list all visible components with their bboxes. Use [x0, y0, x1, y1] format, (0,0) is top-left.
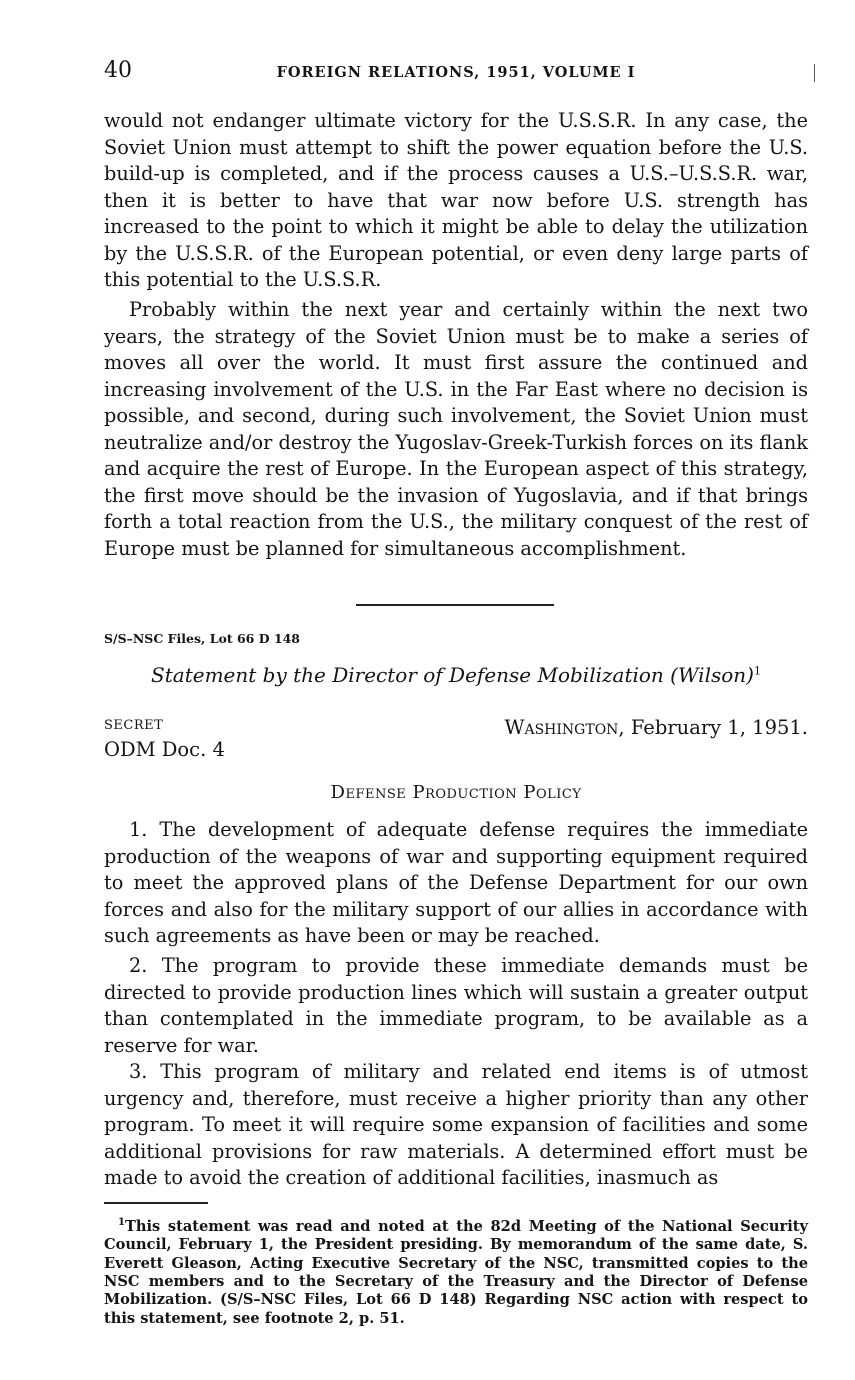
source-citation: S/S–NSC Files, Lot 66 D 148: [104, 631, 300, 646]
section-divider: [356, 604, 554, 606]
dateline: [504, 716, 808, 739]
footnote-marker: 1: [118, 1217, 125, 1228]
document-title: [104, 663, 808, 687]
footnote-rule: [104, 1202, 208, 1204]
page-header: [104, 58, 808, 88]
classification-label: SECRET: [104, 718, 164, 733]
policy-paragraph-1: 1. The development of adequate defense requires the immediate production of the weapons of war and supporting equipment required to meet the approved plans of the Defense Department for our own forces and also for the military support of our allies in accordance with such agreements as have been or may be reached.: [104, 818, 808, 947]
section-title: Defense Production Policy: [330, 782, 582, 803]
footnote-ref: 1: [753, 664, 761, 678]
margin-mark: [814, 64, 815, 82]
dateline-date: February 1, 1951.: [630, 716, 808, 739]
strategy-paragraph: Probably within the next year and certainly within the next two years, the strategy of the Soviet Union must be to make a series of moves all over the world. It must first assure the continued and increasing involvement of the U.S. in the Far East where no decision is possible, and second, during such involvement, the Soviet Union must neutralize and/or destroy the Yugoslav-Greek-Turkish forces on its flank and acquire the rest of Europe. In the European aspect of this strategy, the first move should be the invasion of Yugoslavia, and if that brings forth a total reaction from the U.S., the military conquest of the rest of Europe must be planned for simultaneous accomplishment.: [104, 298, 808, 560]
page-number: 40: [104, 58, 132, 83]
document-number: ODM Doc. 4: [104, 738, 225, 761]
footnote: [104, 1214, 808, 1328]
continuation-paragraph: would not endanger ultimate victory for the U.S.S.R. In any case, the Soviet Union must attempt to shift the power equation before the U.S. build-up is completed, and if the process causes a U.S.–U.S.S.R. war, then it is better to have that war now before U.S. strength has increased to the point to which it might be able to delay the utilization by the U.S.S.R. of the European potential, or even deny large parts of this potential to the U.S.S.R.: [104, 109, 808, 291]
policy-paragraph-3: 3. This program of military and related end items is of utmost urgency and, therefore, must receive a higher priority than any other program. To meet it will require some expansion of facilities and some additional provisions for raw materials. A determined effort must be made to avoid the creation of additional facilities, inasmuch as: [104, 1060, 808, 1189]
footnote-text: This statement was read and noted at the 82d Meeting of the National Security Council, February 1, the President presiding. By memorandum of the same date, S. Everett Gleason, Acting Executive Secretary of the NSC, transmitted copies to the NSC members and to the Secretary of the Treasury and the Director of Defense Mobilization. (S/S–NSC Files, Lot 66 D 148) Regarding NSC action with respect to this statement, see footnote 2, p. 51.: [104, 1217, 808, 1327]
document-title-text: Statement by the Director of Defense Mobilization (Wilson): [151, 663, 754, 687]
policy-paragraph-2: 2. The program to provide these immediate demands must be directed to provide production lines which will sustain a greater output than contemplated in the immediate program, to be available as a reserve for war.: [104, 954, 808, 1057]
dateline-place: Washington,: [504, 716, 625, 739]
running-head: FOREIGN RELATIONS, 1951, VOLUME I: [276, 64, 636, 81]
